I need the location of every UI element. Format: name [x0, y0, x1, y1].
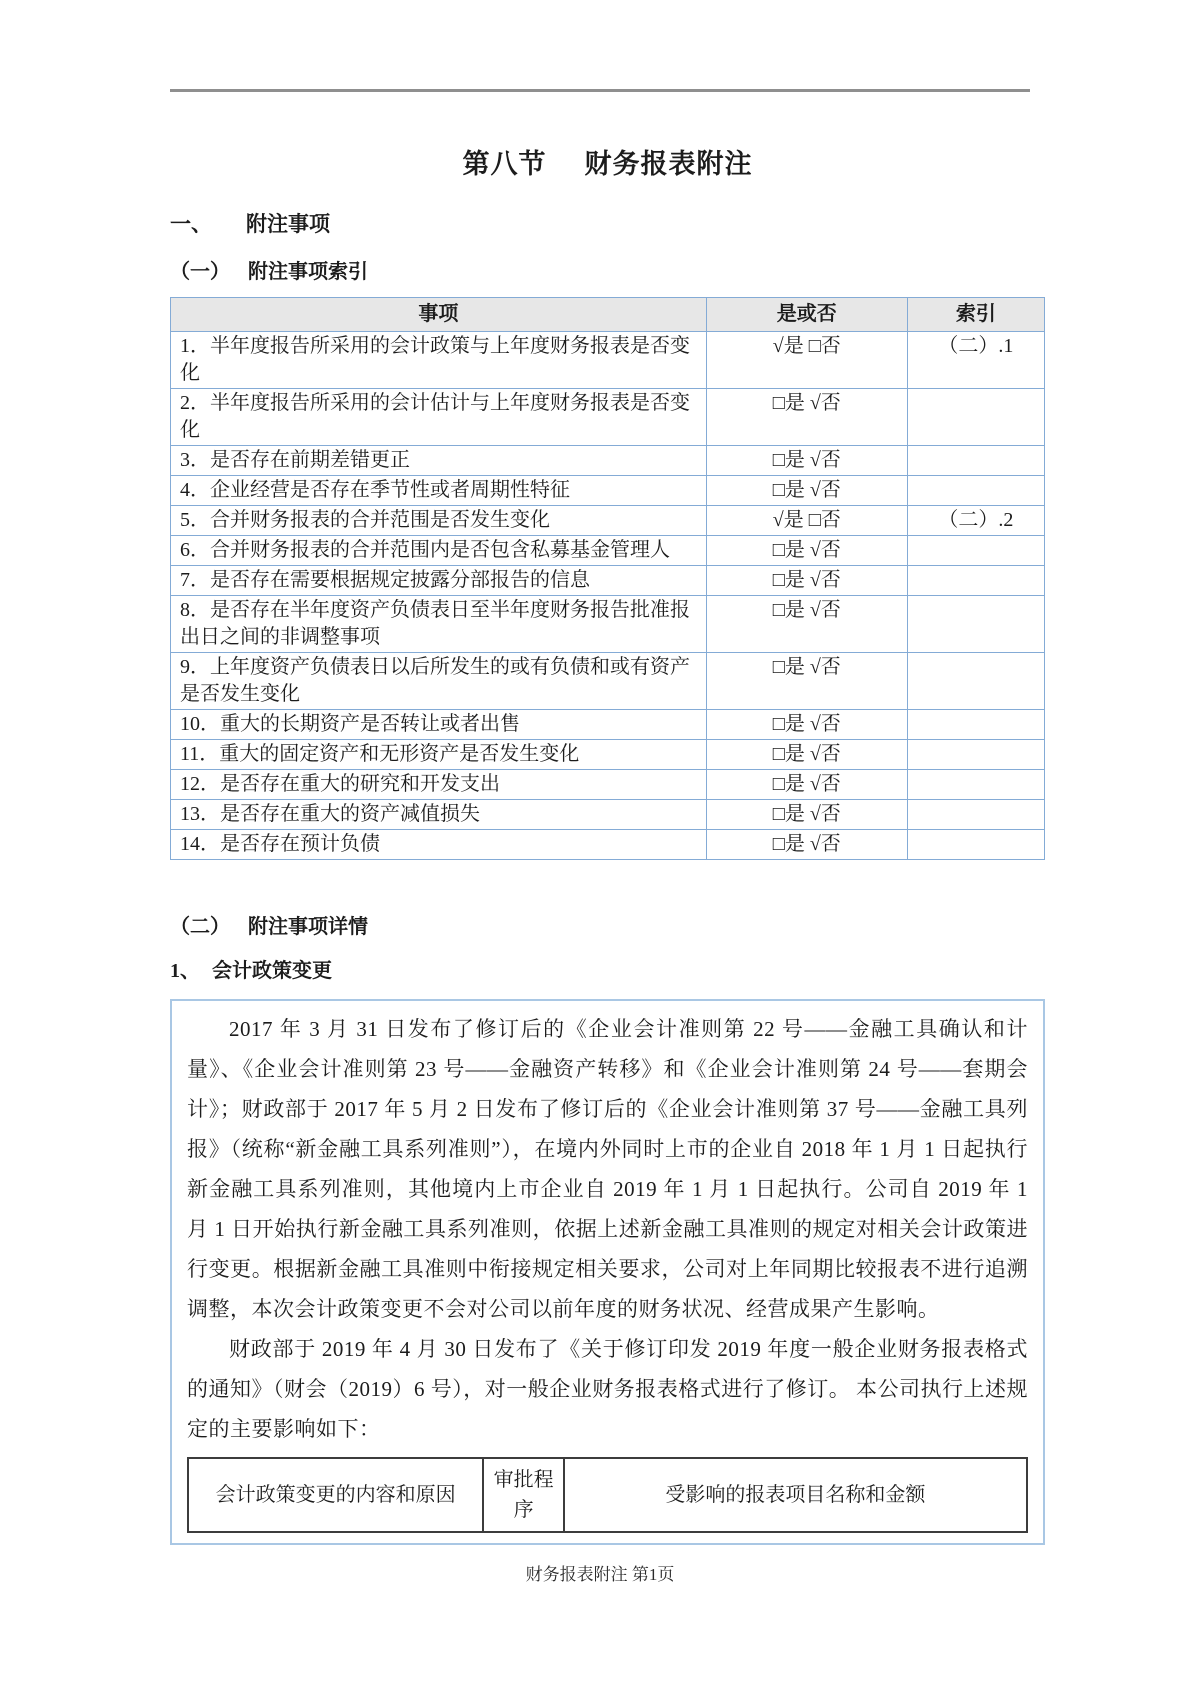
- item-cell: 1．半年度报告所采用的会计政策与上年度财务报表是否变化: [171, 332, 707, 389]
- table-row: [171, 446, 1045, 476]
- index-cell: [907, 389, 1044, 446]
- index-cell: [907, 740, 1044, 770]
- table-row: [171, 596, 1045, 653]
- item-cell: 6．合并财务报表的合并范围内是否包含私募基金管理人: [171, 536, 707, 566]
- choice-cell: □是 √否: [706, 536, 907, 566]
- index-cell: （二）.2: [907, 506, 1044, 536]
- impact-header-approval: 审批程序: [483, 1458, 564, 1532]
- item-cell: 8．是否存在半年度资产负债表日至半年度财务报告批准报出日之间的非调整事项: [171, 596, 707, 653]
- policy-change-heading: [170, 954, 1045, 983]
- choice-cell: □是 √否: [706, 710, 907, 740]
- header-yesno: 是或否: [706, 298, 907, 332]
- index-cell: [907, 710, 1044, 740]
- item-cell: 12．是否存在重大的研究和开发支出: [171, 770, 707, 800]
- index-cell: [907, 536, 1044, 566]
- item-cell: 11．重大的固定资产和无形资产是否发生变化: [171, 740, 707, 770]
- table-row: [171, 476, 1045, 506]
- choice-cell: □是 √否: [706, 596, 907, 653]
- index-cell: [907, 446, 1044, 476]
- policy-change-box: [170, 999, 1045, 1545]
- table-row: [171, 770, 1045, 800]
- item-cell: 4．企业经营是否存在季节性或者周期性特征: [171, 476, 707, 506]
- page-title: [170, 142, 1045, 181]
- impact-header-affected: 受影响的报表项目名称和金额: [564, 1458, 1027, 1532]
- choice-cell: □是 √否: [706, 653, 907, 710]
- index-cell: [907, 800, 1044, 830]
- page-title-text: 财务报表附注: [584, 149, 753, 179]
- item-cell: 13．是否存在重大的资产减值损失: [171, 800, 707, 830]
- policy-impact-table: [187, 1457, 1028, 1533]
- choice-cell: √是 □否: [706, 506, 907, 536]
- subsection-label: （二）: [170, 916, 230, 938]
- choice-cell: √是 □否: [706, 332, 907, 389]
- impact-header-content: 会计政策变更的内容和原因: [188, 1458, 483, 1532]
- table-row: [171, 566, 1045, 596]
- section-heading-notes: [170, 208, 1045, 238]
- index-cell: （二）.1: [907, 332, 1044, 389]
- item-cell: 9．上年度资产负债表日以后所发生的或有负债和或有资产是否发生变化: [171, 653, 707, 710]
- table-row: [171, 389, 1045, 446]
- policy-paragraph-2: 财政部于 2019 年 4 月 30 日发布了《关于修订印发 2019 年度一般企业财务报表格式的通知》（财会（2019）6 号），对一般企业财务报表格式进行了修订。 本公司执行上述规定的主要影响如下：: [187, 1337, 1028, 1441]
- choice-cell: □是 √否: [706, 740, 907, 770]
- header-index: 索引: [907, 298, 1044, 332]
- table-row: [171, 740, 1045, 770]
- index-cell: [907, 653, 1044, 710]
- choice-cell: □是 √否: [706, 389, 907, 446]
- table-row: [171, 800, 1045, 830]
- subsection-title: 附注事项索引: [248, 261, 368, 283]
- index-cell: [907, 770, 1044, 800]
- index-cell: [907, 830, 1044, 860]
- table-row: [171, 710, 1045, 740]
- policy-paragraph-1: 2017 年 3 月 31 日发布了修订后的《企业会计准则第 22 号——金融工具确认和计量》、《企业会计准则第 23 号——金融资产转移》和《企业会计准则第 24 号——套期会计》；财政部于 2017 年 5 月 2 日发布了修订后的《企业会计准则第 37 号——金融工具列报》（统称“新金融工具系列准则”），在境内外同时上市的企业自 2018 年 1 月 1 日起执行新金融工具系列准则，其他境内上市企业自 2019 年 1 月 1 日起执行。公司自 2019 年 1 月 1 日开始执行新金融工具系列准则，依据上述新金融工具准则的规定对相关会计政策进行变更。根据新金融工具准则中衔接规定相关要求，公司对上年同期比较报表不进行追溯调整，本次会计政策变更不会对公司以前年度的财务状况、经营成果产生影响。: [187, 1017, 1028, 1321]
- subsection-heading-index: [170, 255, 1045, 284]
- subsection-heading-details: [170, 910, 1045, 939]
- subsection-label: （一）: [170, 261, 230, 283]
- content-area: [170, 0, 1045, 1545]
- table-header-row: [171, 298, 1045, 332]
- header-item: 事项: [171, 298, 707, 332]
- choice-cell: □是 √否: [706, 830, 907, 860]
- table-row: [171, 830, 1045, 860]
- item-cell: 7．是否存在需要根据规定披露分部报告的信息: [171, 566, 707, 596]
- item-cell: 10．重大的长期资产是否转让或者出售: [171, 710, 707, 740]
- item-cell: 14．是否存在预计负债: [171, 830, 707, 860]
- page-footer: 财务报表附注 第1页: [525, 1565, 675, 1584]
- header-rule: [170, 89, 1030, 92]
- heading-title: 会计政策变更: [212, 960, 332, 982]
- item-cell: 5．合并财务报表的合并范围是否发生变化: [171, 506, 707, 536]
- index-cell: [907, 566, 1044, 596]
- table-row: [171, 653, 1045, 710]
- choice-cell: □是 √否: [706, 566, 907, 596]
- table-row: [171, 536, 1045, 566]
- item-cell: 2．半年度报告所采用的会计估计与上年度财务报表是否变化: [171, 389, 707, 446]
- section-title: 附注事项: [246, 212, 330, 236]
- index-cell: [907, 476, 1044, 506]
- heading-number: 1、: [170, 960, 200, 982]
- notes-index-table: [170, 297, 1045, 860]
- choice-cell: □是 √否: [706, 446, 907, 476]
- impact-header-row: [188, 1458, 1027, 1532]
- subsection-title: 附注事项详情: [248, 916, 368, 938]
- choice-cell: □是 √否: [706, 476, 907, 506]
- choice-cell: □是 √否: [706, 800, 907, 830]
- table-row: [171, 332, 1045, 389]
- table-row: [171, 506, 1045, 536]
- item-cell: 3．是否存在前期差错更正: [171, 446, 707, 476]
- section-label: 一、: [170, 212, 212, 236]
- index-cell: [907, 596, 1044, 653]
- choice-cell: □是 √否: [706, 770, 907, 800]
- page-title-section: 第八节: [462, 149, 547, 179]
